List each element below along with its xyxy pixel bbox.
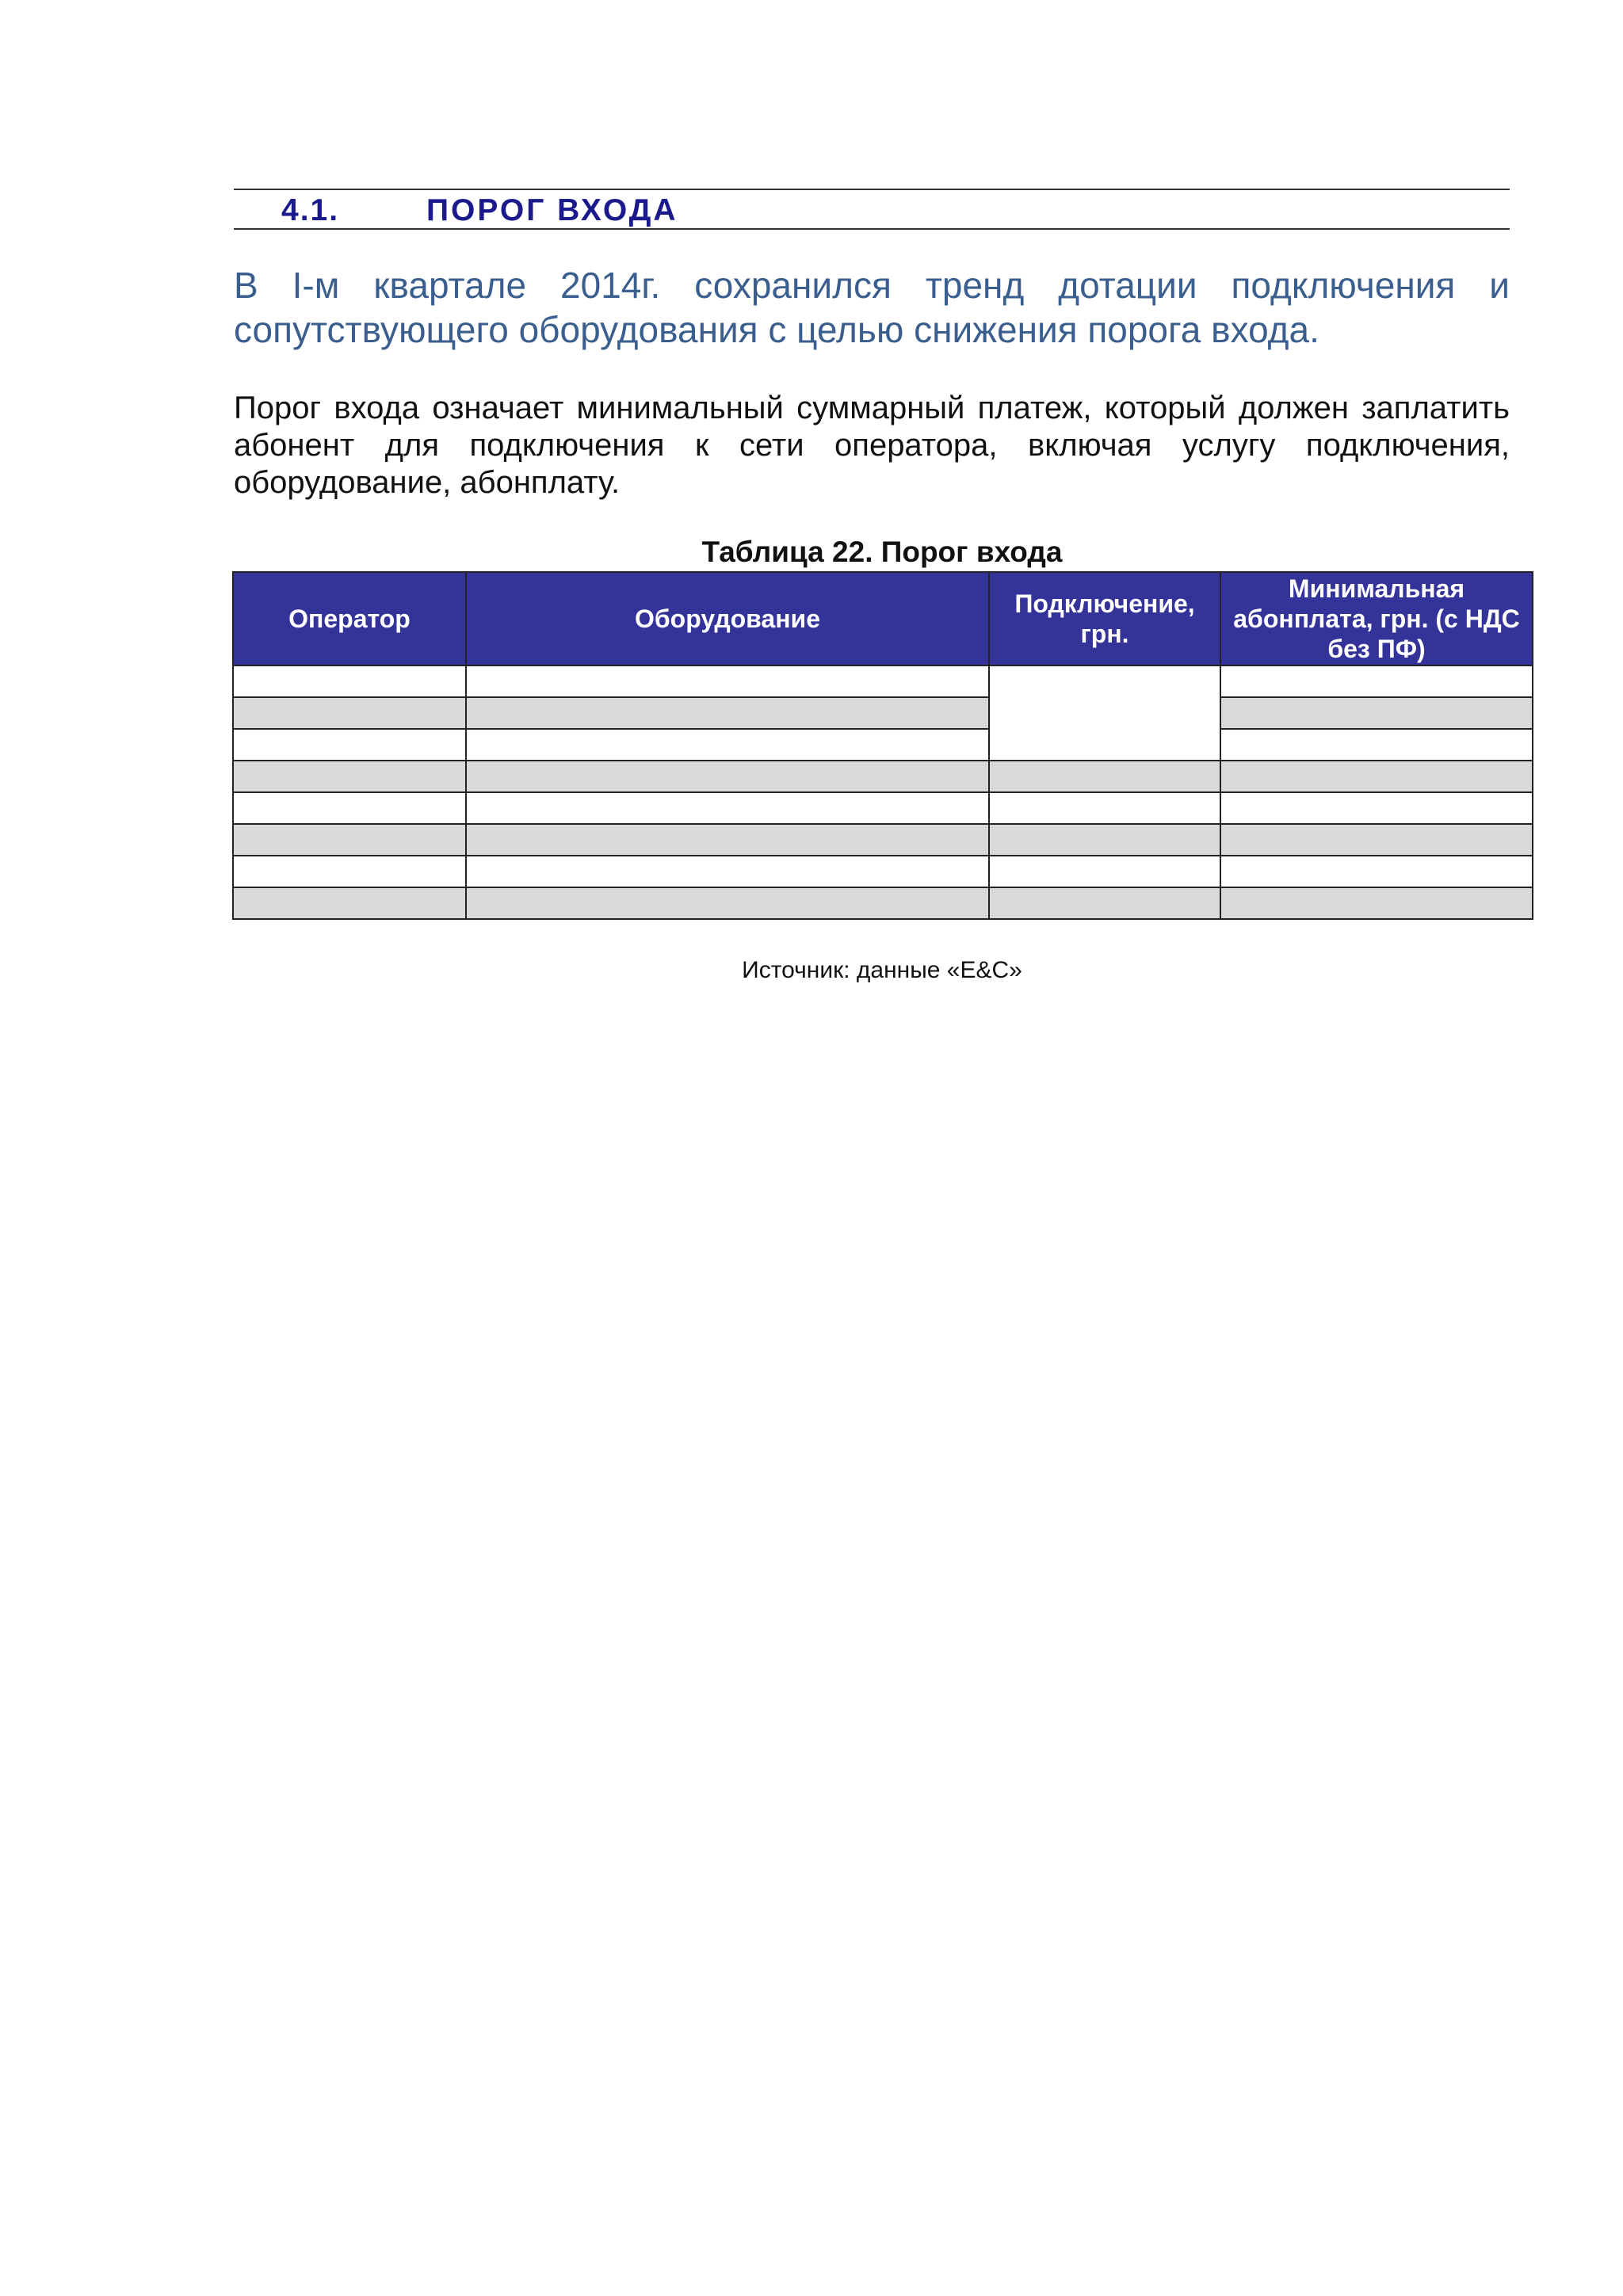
- table-row: [233, 824, 1533, 856]
- header-operator: Оператор: [233, 572, 466, 666]
- table-row: [233, 887, 1533, 919]
- table-cell: [1220, 792, 1533, 824]
- table-cell: [1220, 666, 1533, 697]
- table-cell: [1220, 887, 1533, 919]
- header-equipment: Оборудование: [466, 572, 989, 666]
- table-cell: [989, 792, 1220, 824]
- header-min-fee: Минимальная абонплата, грн. (с НДС без ПФ): [1220, 572, 1533, 666]
- table-row: [233, 697, 1533, 729]
- table-cell: [233, 887, 466, 919]
- header-connection: Подключение, грн.: [989, 572, 1220, 666]
- table-cell: [466, 666, 989, 697]
- table-cell: [1220, 729, 1533, 761]
- table-cell: [989, 887, 1220, 919]
- source-note: Источник: данные «E&C»: [742, 957, 1022, 983]
- table-row: [233, 856, 1533, 887]
- table-cell: [1220, 761, 1533, 792]
- table-cell: [1220, 824, 1533, 856]
- table-cell: [989, 824, 1220, 856]
- table-row: [233, 729, 1533, 761]
- entry-threshold-table: [232, 571, 1533, 920]
- table-row: [233, 792, 1533, 824]
- table-cell: [233, 792, 466, 824]
- table-caption: Таблица 22. Порог входа: [701, 536, 1063, 568]
- table-cell: [466, 729, 989, 761]
- section-number: 4.1.: [281, 193, 340, 227]
- table-cell: [1220, 856, 1533, 887]
- table-cell: [466, 856, 989, 887]
- section-heading: [234, 189, 1510, 230]
- table-cell: [233, 856, 466, 887]
- table-cell: [466, 824, 989, 856]
- table-cell-merged: [989, 666, 1220, 761]
- table-cell: [233, 697, 466, 729]
- table-cell: [466, 761, 989, 792]
- table-header-row: [233, 572, 1533, 666]
- section-title: ПОРОГ ВХОДА: [426, 193, 678, 227]
- table-cell: [233, 824, 466, 856]
- table-cell: [466, 887, 989, 919]
- table-cell: [233, 761, 466, 792]
- table-cell: [989, 856, 1220, 887]
- table-cell: [233, 666, 466, 697]
- body-paragraph: Порог входа означает минимальный суммарный платеж, который должен заплатить абонент для подключения к сети оператора, включая услугу подключения, оборудование, абонплату.: [234, 391, 1510, 500]
- table-cell: [466, 697, 989, 729]
- table-row: [233, 666, 1533, 697]
- table-cell: [1220, 697, 1533, 729]
- table-cell: [466, 792, 989, 824]
- table-cell: [233, 729, 466, 761]
- lead-paragraph: В I-м квартале 2014г. сохранился тренд дотации подключения и сопутствующего оборудования с целью снижения порога входа.: [234, 265, 1510, 350]
- table-cell: [989, 761, 1220, 792]
- table-row: [233, 761, 1533, 792]
